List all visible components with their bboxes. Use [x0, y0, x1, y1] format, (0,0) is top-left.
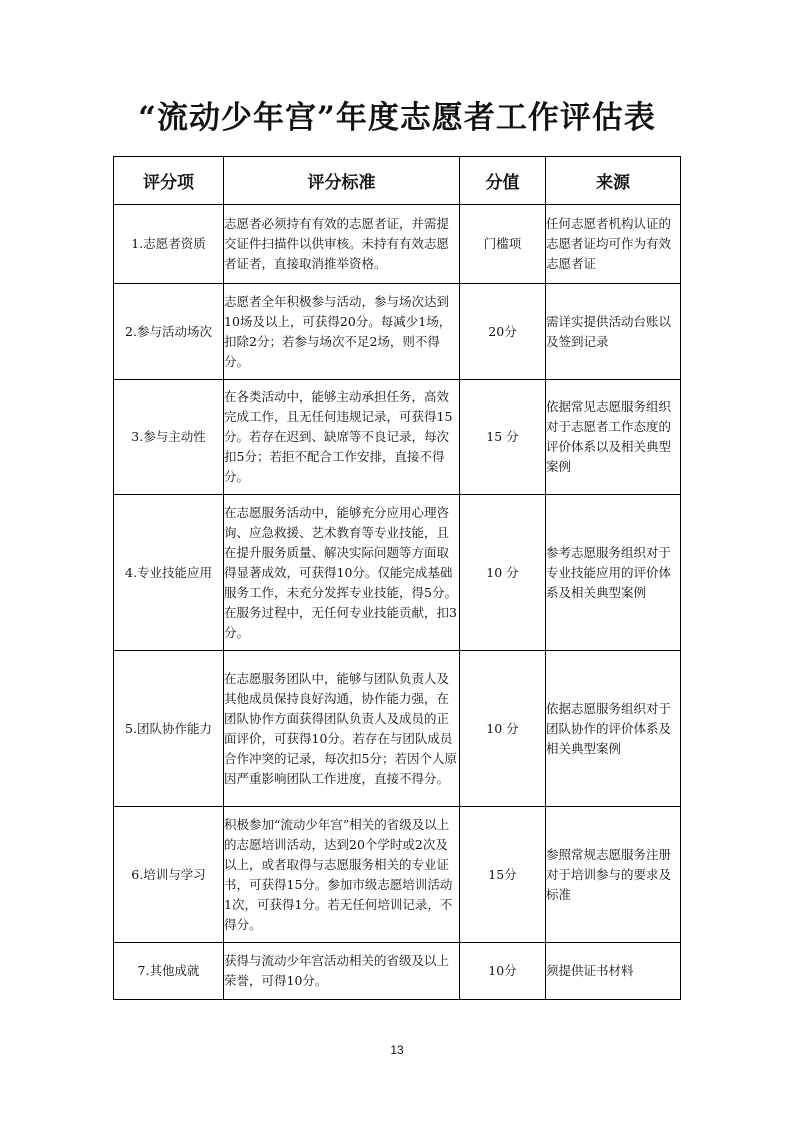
row-criteria: 在志愿服务活动中，能够充分应用心理咨询、应急救援、艺术教育等专业技能，且在提升服务质量、解决实际问题等方面取得显著成效，可获得10分。仅能完成基础服务工作，未充分发挥专业技能，得5分。在服务过程中，无任何专业技能贡献，扣3分。 — [224, 495, 460, 651]
table-row — [114, 380, 681, 495]
page-title: “流动少年宫”年度志愿者工作评估表 — [138, 100, 656, 136]
row-criteria: 获得与流动少年宫活动相关的省级及以上荣誉，可得10分。 — [224, 943, 460, 1000]
row-item: 6.培训与学习 — [114, 807, 224, 943]
row-score: 15 分 — [460, 380, 546, 495]
row-criteria: 在志愿服务团队中，能够与团队负责人及其他成员保持良好沟通，协作能力强，在团队协作方面获得团队负责人及成员的正面评价，可获得10分。若存在与团队成员合作冲突的记录，每次扣5分；若因个人原因严重影响团队工作进度，直接不得分。 — [224, 651, 460, 807]
row-item: 4.专业技能应用 — [114, 495, 224, 651]
header-score: 分值 — [460, 157, 546, 205]
page-number: 13 — [390, 1043, 404, 1057]
row-source: 参照常规志愿服务注册对于培训参与的要求及标准 — [546, 807, 681, 943]
row-source: 需详实提供活动台账以及签到记录 — [546, 284, 681, 380]
table-row — [114, 807, 681, 943]
header-item: 评分项 — [114, 157, 224, 205]
row-score: 20分 — [460, 284, 546, 380]
row-criteria: 积极参加“流动少年宫”相关的省级及以上的志愿培训活动，达到20个学时或2次及以上，或者取得与志愿服务相关的专业证书，可获得15分。参加市级志愿培训活动1次，可获得1分。若无任何培训记录，不得分。 — [224, 807, 460, 943]
table-row — [114, 284, 681, 380]
row-score: 门槛项 — [460, 205, 546, 284]
row-item: 5.团队协作能力 — [114, 651, 224, 807]
row-item: 3.参与主动性 — [114, 380, 224, 495]
row-criteria: 在各类活动中，能够主动承担任务，高效完成工作，且无任何违规记录，可获得15分。若存在迟到、缺席等不良记录，每次扣5分；若拒不配合工作安排，直接不得分。 — [224, 380, 460, 495]
row-score: 10分 — [460, 943, 546, 1000]
table-row — [114, 943, 681, 1000]
table-row — [114, 495, 681, 651]
row-score: 10 分 — [460, 495, 546, 651]
row-source: 须提供证书材料 — [546, 943, 681, 1000]
row-score: 10 分 — [460, 651, 546, 807]
row-source: 依据志愿服务组织对于团队协作的评价体系及相关典型案例 — [546, 651, 681, 807]
row-item: 7.其他成就 — [114, 943, 224, 1000]
row-source: 任何志愿者机构认证的志愿者证均可作为有效志愿者证 — [546, 205, 681, 284]
row-item: 2.参与活动场次 — [114, 284, 224, 380]
row-item: 1.志愿者资质 — [114, 205, 224, 284]
row-source: 参考志愿服务组织对于专业技能应用的评价体系及相关典型案例 — [546, 495, 681, 651]
table-header-row — [114, 157, 681, 205]
table-row — [114, 205, 681, 284]
header-source: 来源 — [546, 157, 681, 205]
row-criteria: 志愿者必须持有有效的志愿者证，并需提交证件扫描件以供审核。未持有有效志愿者证者，直接取消推举资格。 — [224, 205, 460, 284]
evaluation-table — [113, 156, 681, 1000]
row-criteria: 志愿者全年积极参与活动，参与场次达到10场及以上，可获得20分。每减少1场，扣除2分；若参与场次不足2场，则不得分。 — [224, 284, 460, 380]
row-score: 15分 — [460, 807, 546, 943]
table-row — [114, 651, 681, 807]
row-source: 依据常见志愿服务组织对于志愿者工作态度的评价体系以及相关典型案例 — [546, 380, 681, 495]
header-criteria: 评分标准 — [224, 157, 460, 205]
